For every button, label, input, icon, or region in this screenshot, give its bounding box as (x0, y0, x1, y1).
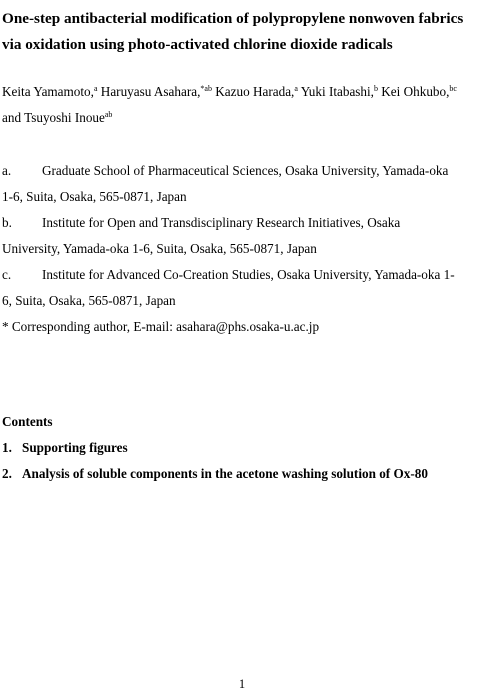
affiliation-superscript: *ab (200, 84, 212, 93)
author-name: Yuki Itabashi, (297, 84, 374, 99)
contents-item (2, 435, 482, 461)
affiliation-a-line-1 (2, 158, 482, 184)
author-name: Keita Yamamoto, (2, 84, 94, 99)
affiliation-superscript: bc (449, 84, 457, 93)
affiliation-marker: c. (2, 267, 12, 282)
contents-item-label: Supporting figures (22, 440, 128, 455)
contents-section (2, 409, 482, 487)
author-name: Kazuo Harada, (211, 84, 295, 99)
title-line-1: One-step antibacterial modification of polypropylene nonwoven fabrics (2, 10, 464, 27)
contents-item-number: 2. (2, 466, 12, 481)
affiliation-superscript: ab (104, 110, 113, 119)
affiliation-b-line-2: University, Yamada-oka 1-6, Suita, Osaka, 565-0871, Japan (2, 241, 317, 256)
affiliation-list (2, 158, 482, 340)
page-number: 1 (238, 677, 246, 691)
contents-heading: Contents (2, 414, 53, 429)
title-line-2: via oxidation using photo-activated chlorine dioxide radicals (2, 36, 393, 53)
affiliation-c-line-1 (2, 262, 482, 288)
contents-item-number: 1. (2, 440, 12, 455)
author-name: and Tsuyoshi Inoue (2, 110, 105, 125)
affiliation-superscript: b (373, 84, 378, 93)
affiliation-marker: b. (2, 215, 12, 230)
affiliation-superscript: a (294, 84, 298, 93)
author-line-2 (2, 105, 482, 131)
affiliation-text: Institute for Advanced Co-Creation Studies, Osaka University, Yamada-oka 1- (42, 267, 455, 282)
affiliation-text: Institute for Open and Transdisciplinary Research Initiatives, Osaka (42, 215, 401, 230)
affiliation-c-line-2: 6, Suita, Osaka, 565-0871, Japan (2, 293, 176, 308)
contents-item (2, 461, 482, 487)
author-list (2, 79, 482, 131)
affiliation-superscript: a (93, 84, 98, 93)
corresponding-author: * Corresponding author, E-mail: asahara@phs.osaka-u.ac.jp (2, 319, 320, 334)
affiliation-marker: a. (2, 163, 12, 178)
affiliation-b-line-1 (2, 210, 482, 236)
affiliation-text: Graduate School of Pharmaceutical Sciences, Osaka University, Yamada-oka (42, 163, 449, 178)
contents-item-label: Analysis of soluble components in the acetone washing solution of Ox-80 (22, 466, 428, 481)
author-name: Haruyasu Asahara, (97, 84, 201, 99)
author-line-1 (2, 79, 482, 105)
author-name: Kei Ohkubo, (377, 84, 450, 99)
paper-title (2, 6, 482, 58)
affiliation-a-line-2: 1-6, Suita, Osaka, 565-0871, Japan (2, 189, 187, 204)
